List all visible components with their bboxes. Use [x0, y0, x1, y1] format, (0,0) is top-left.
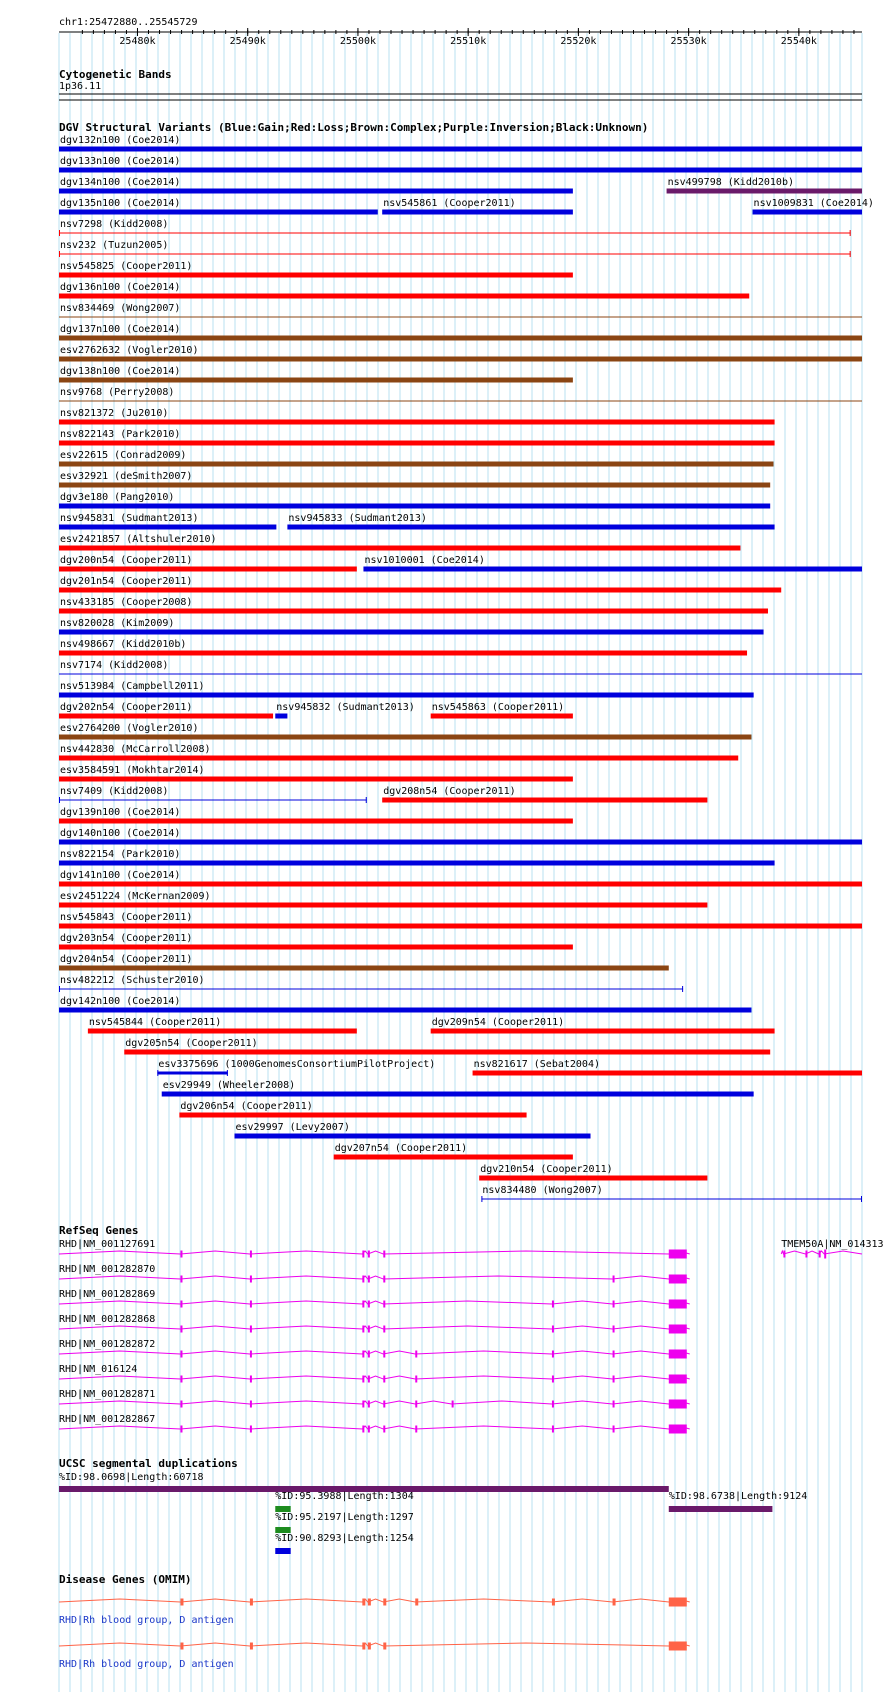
- omim-gene-exon: [613, 1599, 616, 1606]
- dgv-variant-label: dgv132n100 (Coe2014): [60, 135, 181, 146]
- omim-gene-exon: [368, 1643, 371, 1650]
- refseq-gene-exon: [383, 1251, 385, 1258]
- dgv-variant-label: esv29949 (Wheeler2008): [162, 1080, 296, 1091]
- dgv-variant-label: dgv202n54 (Cooper2011): [60, 702, 193, 713]
- refseq-gene-exon: [362, 1426, 364, 1433]
- ruler-tick-label: 25540k: [780, 36, 817, 47]
- dgv-variant-bar: [59, 357, 862, 362]
- refseq-gene-exon: [613, 1326, 615, 1333]
- dgv-variant-bar: [334, 1155, 573, 1160]
- omim-gene-intron-line: [59, 1599, 690, 1602]
- omim-gene-exon: [180, 1599, 183, 1606]
- segdup-label: %ID:98.6738|Length:9124: [668, 1491, 808, 1502]
- dgv-variant-bar: [59, 462, 773, 467]
- refseq-gene-exon: [362, 1326, 364, 1333]
- refseq-gene-exon: [362, 1251, 364, 1258]
- ruler-tick-label: 25500k: [339, 36, 377, 47]
- refseq-gene-exon: [669, 1300, 687, 1309]
- dgv-variant-label: nsv822143 (Park2010): [60, 429, 181, 440]
- refseq-gene-exon: [368, 1326, 370, 1333]
- refseq-gene-exon: [180, 1401, 182, 1408]
- refseq-gene-exon: [613, 1426, 615, 1433]
- refseq-gene-exon: [362, 1276, 364, 1283]
- cyto-title: Cytogenetic Bands: [59, 68, 172, 81]
- dgv-variant-bar: [59, 546, 740, 551]
- refseq-gene-intron-line: [59, 1276, 690, 1279]
- ruler-tick-label: 25530k: [670, 36, 707, 47]
- refseq-gene-exon: [250, 1251, 252, 1258]
- dgv-variant-bar: [479, 1176, 707, 1181]
- refseq-gene-exon: [180, 1301, 182, 1308]
- dgv-variant-bar: [59, 819, 573, 824]
- omim-gene-exon: [383, 1599, 386, 1606]
- dgv-variant-label: nsv821372 (Ju2010): [60, 408, 169, 419]
- omim-gene-exon: [250, 1599, 253, 1606]
- refseq-gene-intron-line: [59, 1351, 690, 1354]
- dgv-variant-bar: [59, 840, 862, 845]
- refseq-gene-exon: [415, 1351, 417, 1358]
- dgv-variant-label: nsv442830 (McCarroll2008): [60, 744, 211, 755]
- dgv-variant-label: dgv206n54 (Cooper2011): [180, 1101, 313, 1112]
- dgv-variant-label: dgv137n100 (Coe2014): [60, 324, 181, 335]
- refseq-gene-exon: [250, 1301, 252, 1308]
- refseq-gene-exon: [669, 1350, 687, 1359]
- refseq-gene-exon: [180, 1376, 182, 1383]
- refseq-gene-exon: [383, 1301, 385, 1308]
- refseq-gene-exon: [383, 1351, 385, 1358]
- dgv-variant-label: esv29997 (Levy2007): [235, 1122, 350, 1133]
- refseq-gene-exon: [613, 1276, 615, 1283]
- dgv-variant-label: nsv7409 (Kidd2008): [60, 786, 169, 797]
- refseq-gene-exon: [362, 1376, 364, 1383]
- dgv-variant-label: esv2421857 (Altshuler2010): [60, 534, 217, 545]
- dgv-variant-label: dgv140n100 (Coe2014): [60, 828, 181, 839]
- dgv-variant-label: nsv820028 (Kim2009): [60, 618, 175, 629]
- dgv-variant-bar: [59, 989, 683, 990]
- cyto-band-label: 1p36.11: [59, 81, 102, 92]
- dgv-variant-label: esv3584591 (Mokhtar2014): [60, 765, 205, 776]
- ruler-tick-label: 25480k: [119, 36, 156, 47]
- refseq-gene-intron-line: [59, 1251, 690, 1254]
- dgv-variant-bar: [431, 1029, 775, 1034]
- dgv-variant-bar: [59, 735, 751, 740]
- refseq-gene-exon: [368, 1251, 370, 1258]
- refseq-title: RefSeq Genes: [59, 1224, 139, 1237]
- dgv-variant-label: nsv433185 (Cooper2008): [60, 597, 193, 608]
- refseq-gene-exon: [452, 1401, 454, 1408]
- refseq-gene-exon: [383, 1426, 385, 1433]
- refseq-gene-exon: [180, 1426, 182, 1433]
- dgv-variant-label: nsv513984 (Campbell2011): [60, 681, 205, 692]
- dgv-variant-bar: [59, 210, 378, 215]
- refseq-gene-exon: [613, 1401, 615, 1408]
- refseq-gene-exon: [368, 1301, 370, 1308]
- refseq-gene-exon: [552, 1351, 554, 1358]
- ruler-tick-label: 25490k: [229, 36, 266, 47]
- omim-gene-exon: [669, 1642, 687, 1651]
- dgv-variant-bar: [59, 189, 573, 194]
- dgv-variant-label: nsv834469 (Wong2007): [60, 303, 181, 314]
- dgv-variant-bar: [59, 693, 754, 698]
- dgv-variant-bar: [431, 714, 573, 719]
- omim-gene-label: RHD|Rh blood group, D antigen: [59, 1615, 234, 1626]
- dgv-variant-bar: [124, 1050, 770, 1055]
- dgv-variant-bar: [59, 233, 851, 234]
- dgv-variant-label: nsv9768 (Perry2008): [60, 387, 175, 398]
- refseq-gene-exon: [250, 1351, 252, 1358]
- dgv-variant-label: nsv822154 (Park2010): [60, 849, 181, 860]
- omim-gene-exon: [250, 1643, 253, 1650]
- dgv-variant-label: esv2762632 (Vogler2010): [60, 345, 199, 356]
- dgv-variant-bar: [157, 1072, 228, 1075]
- refseq-gene-label: RHD|NM_001282872: [59, 1339, 156, 1350]
- refseq-gene-intron-line: [59, 1376, 690, 1379]
- refseq-gene-intron-line: [59, 1401, 690, 1404]
- omim-gene-exon: [415, 1599, 418, 1606]
- dgv-variant-bar: [59, 254, 851, 255]
- omim-track: [59, 1598, 690, 1671]
- dgv-variant-bar: [59, 800, 367, 801]
- dgv-variant-label: dgv142n100 (Coe2014): [60, 996, 181, 1007]
- refseq-gene-exon: [613, 1301, 615, 1308]
- dgv-variant-label: dgv207n54 (Cooper2011): [334, 1143, 468, 1154]
- dgv-variant-bar: [59, 378, 573, 383]
- omim-gene-exon: [180, 1643, 183, 1650]
- dgv-variant-bar: [753, 210, 862, 215]
- dgv-variant-label: nsv545863 (Cooper2011): [431, 702, 565, 713]
- refseq-gene-label: RHD|NM_001127691: [59, 1239, 156, 1250]
- refseq-gene-exon: [250, 1401, 252, 1408]
- dgv-variant-bar: [363, 567, 862, 572]
- dgv-variant-label: dgv208n54 (Cooper2011): [383, 786, 516, 797]
- dgv-variant-bar: [162, 1092, 754, 1097]
- refseq-gene-exon: [368, 1376, 370, 1383]
- refseq-gene-exon: [180, 1351, 182, 1358]
- dgv-variant-bar: [59, 882, 862, 887]
- ruler-tick-label: 25520k: [560, 36, 597, 47]
- dgv-variant-bar: [88, 1029, 357, 1034]
- refseq-gene-exon: [415, 1401, 417, 1408]
- dgv-variant-bar: [382, 798, 707, 803]
- omim-gene-exon: [383, 1643, 386, 1650]
- dgv-variant-label: dgv136n100 (Coe2014): [60, 282, 181, 293]
- tmem50a-gene-exon: [805, 1251, 807, 1258]
- refseq-gene-intron-line: [59, 1426, 690, 1429]
- dgv-variant-label: dgv205n54 (Cooper2011): [125, 1038, 258, 1049]
- refseq-gene-exon: [552, 1401, 554, 1408]
- dgv-variant-bar: [59, 294, 749, 299]
- refseq-gene-exon: [415, 1426, 417, 1433]
- dgv-variant-label: nsv7298 (Kidd2008): [60, 219, 169, 230]
- dgv-variant-bar: [59, 945, 573, 950]
- dgv-variant-label: dgv200n54 (Cooper2011): [60, 555, 193, 566]
- segdup-label: %ID:98.0698|Length:60718: [59, 1472, 204, 1483]
- ruler-ticks: [82, 28, 854, 47]
- dgv-variant-label: nsv945832 (Sudmant2013): [276, 702, 415, 713]
- omim-gene-exon: [362, 1643, 365, 1650]
- omim-title: Disease Genes (OMIM): [59, 1573, 192, 1586]
- dgv-variant-bar: [59, 903, 707, 908]
- dgv-variant-label: nsv545843 (Cooper2011): [60, 912, 193, 923]
- segdup-label: %ID:95.3988|Length:1304: [275, 1491, 414, 1502]
- dgv-variant-bar: [179, 1113, 526, 1118]
- refseq-gene-label: RHD|NM_001282869: [59, 1289, 156, 1300]
- dgv-variant-bar: [382, 210, 573, 215]
- ruler-location: chr1:25472880..25545729: [59, 17, 198, 28]
- refseq-gene-exon: [669, 1250, 687, 1259]
- refseq-gene-exon: [669, 1275, 687, 1284]
- dgv-variant-label: nsv1010001 (Coe2014): [364, 555, 485, 566]
- refseq-gene-exon: [250, 1426, 252, 1433]
- dgv-variant-label: dgv201n54 (Cooper2011): [60, 576, 193, 587]
- omim-gene-intron-line: [59, 1643, 690, 1646]
- refseq-gene-label: RHD|NM_001282868: [59, 1314, 156, 1325]
- refseq-gene-exon: [362, 1351, 364, 1358]
- refseq-gene-exon: [383, 1376, 385, 1383]
- dgv-variant-bar: [59, 756, 738, 761]
- dgv-variant-bar: [59, 401, 862, 402]
- dgv-variant-label: nsv545844 (Cooper2011): [88, 1017, 222, 1028]
- refseq-gene-exon: [383, 1326, 385, 1333]
- tmem50a-gene-exon: [783, 1251, 785, 1258]
- segdup-label: %ID:90.8293|Length:1254: [275, 1533, 414, 1544]
- refseq-gene-exon: [669, 1325, 687, 1334]
- dgv-variant-label: dgv3e180 (Pang2010): [60, 492, 175, 503]
- dgv-variant-bar: [59, 924, 862, 929]
- dgv-variant-bar: [287, 525, 774, 530]
- omim-gene-exon: [368, 1599, 371, 1606]
- refseq-gene-exon: [368, 1276, 370, 1283]
- refseq-gene-exon: [613, 1376, 615, 1383]
- dgv-variant-label: dgv204n54 (Cooper2011): [60, 954, 193, 965]
- segdup-bar: [669, 1506, 773, 1512]
- refseq-gene-exon: [552, 1301, 554, 1308]
- dgv-variant-label: dgv141n100 (Coe2014): [60, 870, 181, 881]
- refseq-gene-label: RHD|NM_001282871: [59, 1389, 156, 1400]
- dgv-variant-bar: [667, 189, 862, 194]
- dgv-variant-bar: [59, 567, 357, 572]
- refseq-gene-intron-line: [59, 1326, 690, 1329]
- dgv-variant-bar: [59, 336, 862, 341]
- refseq-gene-label: RHD|NM_001282870: [59, 1264, 156, 1275]
- dgv-variant-label: dgv203n54 (Cooper2011): [60, 933, 193, 944]
- refseq-gene-exon: [368, 1426, 370, 1433]
- dgv-variant-label: esv2451224 (McKernan2009): [60, 891, 211, 902]
- dgv-variant-label: esv32921 (deSmith2007): [60, 471, 193, 482]
- segdup-bar: [275, 1548, 290, 1554]
- dgv-variant-bar: [275, 714, 287, 719]
- dgv-variant-label: nsv545861 (Cooper2011): [383, 198, 516, 209]
- dgv-variant-bar: [59, 714, 273, 719]
- refseq-gene-exon: [552, 1376, 554, 1383]
- refseq-gene-exon: [669, 1425, 687, 1434]
- segdup-title: UCSC segmental duplications: [59, 1457, 238, 1470]
- dgv-variant-bar: [59, 861, 775, 866]
- dgv-variant-bar: [59, 588, 781, 593]
- dgv-variant-label: nsv945833 (Sudmant2013): [288, 513, 427, 524]
- dgv-variant-label: nsv498667 (Kidd2010b): [60, 639, 187, 650]
- refseq-gene-label: RHD|NM_001282867: [59, 1414, 156, 1425]
- refseq-gene-exon: [613, 1351, 615, 1358]
- dgv-variant-label: nsv232 (Tuzun2005): [60, 240, 169, 251]
- dgv-variant-bar: [59, 420, 775, 425]
- dgv-variant-label: dgv135n100 (Coe2014): [60, 198, 181, 209]
- dgv-variant-bar: [59, 483, 770, 488]
- refseq-gene-exon: [250, 1376, 252, 1383]
- refseq-gene-exon: [552, 1326, 554, 1333]
- refseq-gene-exon: [362, 1401, 364, 1408]
- dgv-variant-bar: [59, 441, 775, 446]
- dgv-variant-label: nsv482212 (Schuster2010): [60, 975, 205, 986]
- refseq-gene-exon: [180, 1326, 182, 1333]
- refseq-gene-exon: [368, 1401, 370, 1408]
- refseq-gene-label: RHD|NM_016124: [59, 1364, 138, 1375]
- dgv-variant-label: nsv545825 (Cooper2011): [60, 261, 193, 272]
- tmem50a-gene-exon: [819, 1251, 821, 1258]
- dgv-variant-label: esv22615 (Conrad2009): [60, 450, 187, 461]
- dgv-variant-bar: [59, 630, 764, 635]
- refseq-gene-exon: [552, 1426, 554, 1433]
- dgv-title: DGV Structural Variants (Blue:Gain;Red:Loss;Brown:Complex;Purple:Inversion;Black:Unknown): [59, 121, 649, 134]
- dgv-variant-bar: [473, 1071, 862, 1076]
- dgv-variant-bar: [59, 609, 768, 614]
- omim-gene-exon: [362, 1599, 365, 1606]
- dgv-variant-bar: [59, 317, 862, 318]
- refseq-gene-exon: [368, 1351, 370, 1358]
- dgv-variant-bar: [59, 1008, 751, 1013]
- dgv-variant-label: nsv834480 (Wong2007): [482, 1185, 603, 1196]
- ruler-tick-label: 25510k: [450, 36, 487, 47]
- dgv-variant-label: esv2764200 (Vogler2010): [60, 723, 199, 734]
- dgv-variant-label: dgv138n100 (Coe2014): [60, 366, 181, 377]
- dgv-variant-label: dgv210n54 (Cooper2011): [480, 1164, 613, 1175]
- dgv-variant-label: nsv821617 (Sebat2004): [473, 1059, 601, 1070]
- dgv-variant-bar: [59, 674, 862, 675]
- refseq-gene-exon: [669, 1375, 687, 1384]
- refseq-gene-exon: [180, 1276, 182, 1283]
- dgv-variant-label: nsv1009831 (Coe2014): [753, 198, 874, 209]
- dgv-variant-bar: [481, 1199, 862, 1200]
- refseq-gene-exon: [383, 1276, 385, 1283]
- dgv-variant-label: esv3375696 (1000GenomesConsortiumPilotProject): [158, 1059, 436, 1070]
- dgv-variant-bar: [59, 777, 573, 782]
- dgv-variant-bar: [59, 168, 862, 173]
- refseq-gene-exon: [415, 1376, 417, 1383]
- omim-gene-exon: [669, 1598, 687, 1607]
- dgv-variant-label: dgv133n100 (Coe2014): [60, 156, 181, 167]
- refseq-gene-exon: [250, 1276, 252, 1283]
- refseq-gene-exon: [250, 1326, 252, 1333]
- refseq-gene-exon: [383, 1401, 385, 1408]
- dgv-variant-bar: [59, 147, 862, 152]
- tmem50a-gene-exon: [824, 1250, 826, 1259]
- tmem50a-gene-intron-line: [781, 1251, 862, 1254]
- refseq-track: [59, 1239, 884, 1434]
- refseq-gene-exon: [362, 1301, 364, 1308]
- dgv-variant-label: nsv945831 (Sudmant2013): [60, 513, 199, 524]
- dgv-variant-label: nsv7174 (Kidd2008): [60, 660, 169, 671]
- dgv-variant-bar: [59, 504, 770, 509]
- dgv-variant-label: nsv499798 (Kidd2010b): [667, 177, 795, 188]
- dgv-variant-bar: [59, 651, 747, 656]
- refseq-gene-exon: [669, 1400, 687, 1409]
- tmem50a-gene-label: TMEM50A|NM_014313: [781, 1239, 884, 1250]
- dgv-variant-bar: [59, 273, 573, 278]
- dgv-variant-bar: [234, 1134, 590, 1139]
- omim-gene-label: RHD|Rh blood group, D antigen: [59, 1659, 234, 1670]
- refseq-gene-intron-line: [59, 1301, 690, 1304]
- dgv-variant-bar: [59, 966, 669, 971]
- omim-gene-exon: [552, 1599, 555, 1606]
- dgv-variant-label: dgv209n54 (Cooper2011): [431, 1017, 565, 1028]
- segdup-label: %ID:95.2197|Length:1297: [275, 1512, 414, 1523]
- dgv-variant-bar: [59, 525, 276, 530]
- dgv-variant-label: dgv134n100 (Coe2014): [60, 177, 181, 188]
- refseq-gene-exon: [180, 1251, 182, 1258]
- dgv-variant-label: dgv139n100 (Coe2014): [60, 807, 181, 818]
